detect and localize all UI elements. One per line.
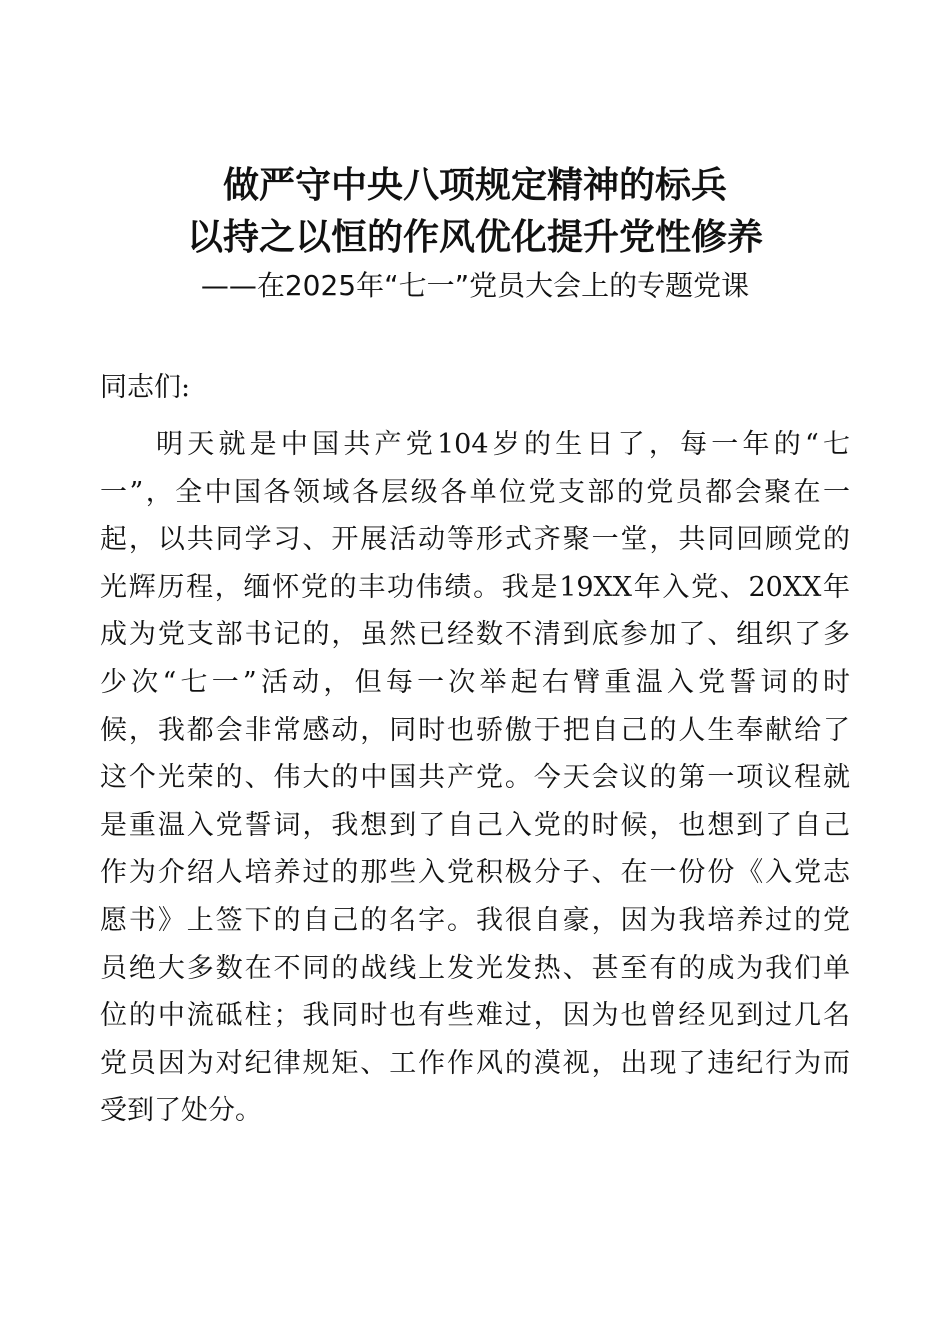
document-subtitle: ——在2025年“七一”党员大会上的专题党课: [200, 269, 750, 302]
body-paragraph: [100, 421, 850, 1135]
paragraph-line: 一”，全中国各领域各层级各单位党支部的党员都会聚在一: [100, 476, 850, 508]
document-title-line-1: 做严守中央八项规定精神的标兵: [222, 164, 727, 206]
paragraph-line: 光辉历程，缅怀党的丰功伟绩。我是19XX年入党、20XX年: [100, 571, 850, 603]
paragraph-line: 这个光荣的、伟大的中国共产党。今天会议的第一项议程就: [100, 762, 850, 794]
paragraph-line: 明天就是中国共产党104岁的生日了，每一年的“七: [156, 429, 850, 460]
paragraph-line: 党员因为对纪律规矩、工作作风的漠视，出现了违纪行为而: [100, 1047, 850, 1079]
paragraph-line: 是重温入党誓词，我想到了自己入党的时候，也想到了自己: [100, 809, 850, 841]
salutation: 同志们:: [100, 372, 191, 403]
paragraph-line: 愿书》上签下的自己的名字。我很自豪，因为我培养过的党: [100, 904, 850, 936]
document-title-line-2: 以持之以恒的作风优化提升党性修养: [186, 216, 763, 258]
paragraph-line: 位的中流砥柱；我同时也有些难过，因为也曾经见到过几名: [100, 1000, 850, 1032]
paragraph-line: 少次“七一”活动，但每一次举起右臂重温入党誓词的时: [100, 666, 850, 698]
paragraph-line: 起，以共同学习、开展活动等形式齐聚一堂，共同回顾党的: [100, 524, 850, 556]
paragraph-line: 候，我都会非常感动，同时也骄傲于把自己的人生奉献给了: [100, 714, 850, 746]
paragraph-line: 成为党支部书记的，虽然已经数不清到底参加了、组织了多: [100, 619, 850, 651]
paragraph-line: 受到了处分。: [100, 1095, 262, 1127]
paragraph-line: 员绝大多数在不同的战线上发光发热、甚至有的成为我们单: [100, 952, 850, 984]
paragraph-line: 作为介绍人培养过的那些入党积极分子、在一份份《入党志: [100, 857, 850, 889]
